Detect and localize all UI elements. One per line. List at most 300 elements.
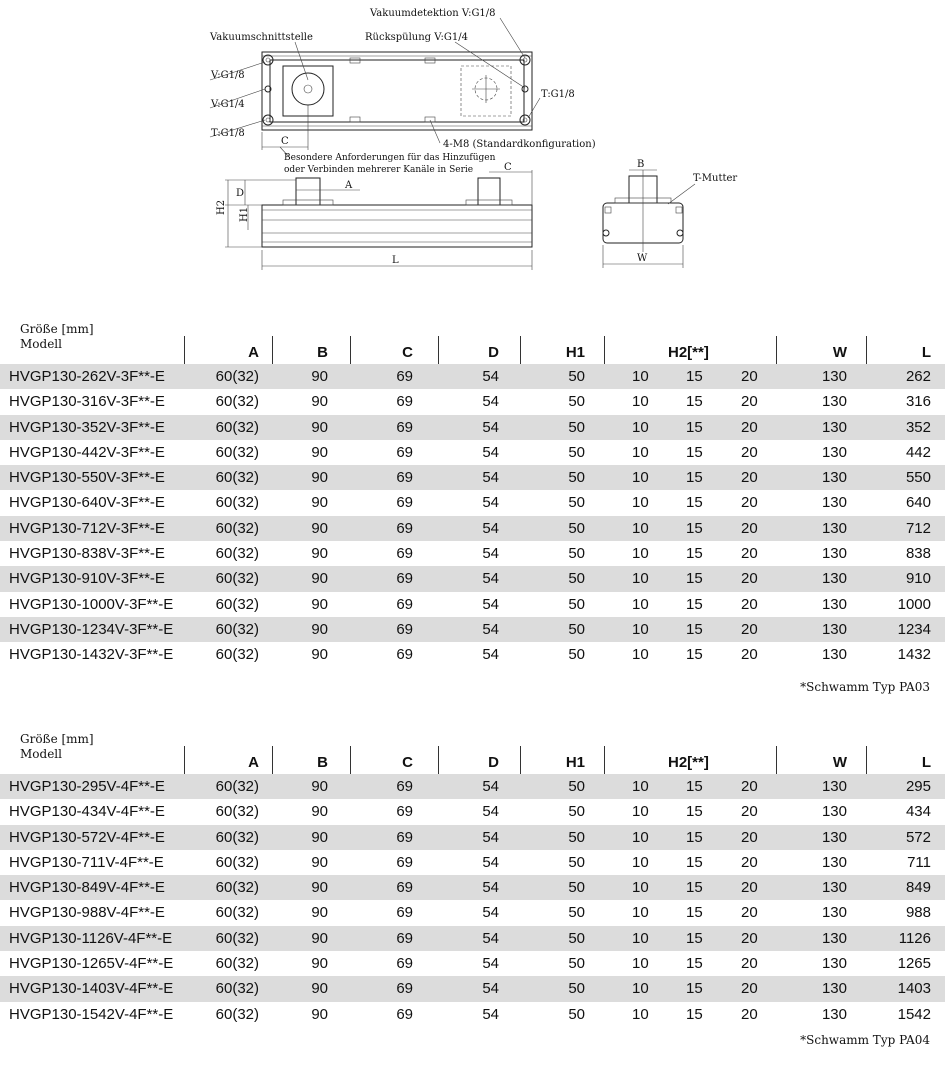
- side-view: [225, 170, 532, 270]
- cell-d: 54: [482, 828, 499, 846]
- cell-h1: 50: [568, 904, 585, 922]
- cell-b: 90: [311, 828, 328, 846]
- cell-model: HVGP130-1542V-4F**-E: [9, 1005, 174, 1023]
- label-besondere-1: Besondere Anforderungen für das Hinzufügen: [284, 153, 496, 163]
- cell-h2-b: 15: [686, 853, 703, 871]
- cell-h2-c: 20: [741, 955, 758, 973]
- cell-h2-b: 15: [686, 646, 703, 664]
- table-row: [0, 926, 945, 951]
- cell-d: 54: [482, 646, 499, 664]
- table-header: [0, 322, 945, 364]
- table-row: [0, 541, 945, 566]
- cell-l: 262: [905, 368, 931, 385]
- cell-h2-b: 15: [686, 545, 703, 563]
- cell-h2-c: 20: [741, 545, 758, 563]
- cell-c: 69: [396, 904, 413, 922]
- cell-c: 69: [396, 955, 413, 973]
- col-b: B: [317, 754, 328, 771]
- dimension-table-4f: [0, 732, 945, 1027]
- cell-c: 69: [396, 494, 413, 512]
- cell-l: 1126: [898, 929, 931, 947]
- cell-h2-c: 20: [741, 803, 758, 821]
- cell-model: HVGP130-1265V-4F**-E: [9, 955, 174, 973]
- cell-model: HVGP130-849V-4F**-E: [9, 879, 165, 897]
- cell-a: 60(32): [215, 595, 259, 613]
- label-t-g18-left: T:G1/8: [211, 128, 245, 139]
- cell-h1: 50: [568, 595, 585, 613]
- cell-d: 54: [482, 1005, 499, 1023]
- cell-b: 90: [311, 443, 328, 461]
- table-row: [0, 875, 945, 900]
- cell-w: 130: [821, 929, 847, 947]
- cell-h2-c: 20: [741, 443, 758, 461]
- cell-h2-c: 20: [741, 980, 758, 998]
- cell-h2-b: 15: [686, 443, 703, 461]
- cell-h2-b: 15: [686, 879, 703, 897]
- cell-h2-a: 10: [632, 778, 649, 795]
- cell-h2-a: 10: [632, 620, 649, 638]
- cell-model: HVGP130-352V-3F**-E: [9, 418, 165, 436]
- cell-a: 60(32): [215, 879, 259, 897]
- cell-c: 69: [396, 853, 413, 871]
- cell-model: HVGP130-1432V-3F**-E: [9, 646, 174, 664]
- label-d: D: [236, 188, 245, 199]
- cell-c: 69: [396, 393, 413, 411]
- cell-h2-a: 10: [632, 929, 649, 947]
- cell-l: 711: [907, 853, 931, 871]
- cell-h2-c: 20: [741, 828, 758, 846]
- cell-a: 60(32): [215, 778, 259, 795]
- cell-w: 130: [821, 879, 847, 897]
- cell-a: 60(32): [215, 443, 259, 461]
- cell-h1: 50: [568, 519, 585, 537]
- cell-h2-c: 20: [741, 904, 758, 922]
- cell-w: 130: [821, 620, 847, 638]
- cell-h2-c: 20: [741, 778, 758, 795]
- cell-w: 130: [821, 494, 847, 512]
- col-l: L: [921, 754, 931, 771]
- table-body: [0, 364, 945, 668]
- cell-a: 60(32): [215, 1005, 259, 1023]
- cell-b: 90: [311, 595, 328, 613]
- cell-h2-a: 10: [632, 879, 649, 897]
- cell-l: 1265: [897, 955, 931, 973]
- cell-l: 1000: [897, 595, 931, 613]
- cell-h2-a: 10: [632, 980, 649, 998]
- cell-b: 90: [311, 494, 328, 512]
- cell-h2-b: 15: [686, 393, 703, 411]
- cell-model: HVGP130-262V-3F**-E: [9, 368, 165, 385]
- col-a: A: [248, 344, 259, 361]
- col-h1: H1: [565, 754, 585, 771]
- cell-d: 54: [482, 904, 499, 922]
- cell-d: 54: [482, 620, 499, 638]
- cell-d: 54: [482, 443, 499, 461]
- cell-h2-a: 10: [632, 368, 649, 385]
- cell-a: 60(32): [215, 828, 259, 846]
- cell-d: 54: [482, 595, 499, 613]
- cell-model: HVGP130-711V-4F**-E: [9, 853, 164, 871]
- cell-c: 69: [396, 368, 413, 385]
- label-c-top: C: [281, 136, 289, 147]
- cell-h2-a: 10: [632, 469, 649, 487]
- cell-a: 60(32): [215, 955, 259, 973]
- header-size-mm: Größe [mm]: [20, 732, 94, 746]
- cell-a: 60(32): [215, 803, 259, 821]
- label-v-g18: V:G1/8: [211, 70, 245, 81]
- cell-c: 69: [396, 929, 413, 947]
- cell-b: 90: [311, 955, 328, 973]
- cell-h2-a: 10: [632, 519, 649, 537]
- col-b: B: [317, 344, 328, 361]
- cell-model: HVGP130-712V-3F**-E: [9, 519, 165, 537]
- cell-h2-b: 15: [686, 418, 703, 436]
- cell-c: 69: [396, 980, 413, 998]
- cell-b: 90: [311, 545, 328, 563]
- col-c: C: [402, 344, 413, 361]
- cell-h2-c: 20: [741, 494, 758, 512]
- cell-h2-b: 15: [686, 368, 703, 385]
- cell-h2-b: 15: [686, 1005, 703, 1023]
- cell-h2-a: 10: [632, 955, 649, 973]
- cell-h1: 50: [568, 929, 585, 947]
- cell-c: 69: [396, 1005, 413, 1023]
- cell-h2-b: 15: [686, 980, 703, 998]
- col-h2: H2[**]: [668, 344, 709, 361]
- cell-c: 69: [396, 828, 413, 846]
- cell-l: 849: [905, 879, 931, 897]
- header-size-mm: Größe [mm]: [20, 322, 94, 336]
- cell-l: 550: [905, 469, 931, 487]
- cell-a: 60(32): [215, 368, 259, 385]
- cell-h2-c: 20: [741, 469, 758, 487]
- cell-h2-c: 20: [741, 570, 758, 588]
- cell-h2-c: 20: [741, 620, 758, 638]
- cell-c: 69: [396, 519, 413, 537]
- table-row: [0, 774, 945, 799]
- table-row: [0, 389, 945, 414]
- cell-h2-b: 15: [686, 778, 703, 795]
- cell-h1: 50: [568, 368, 585, 385]
- cell-w: 130: [821, 418, 847, 436]
- cell-model: HVGP130-434V-4F**-E: [9, 803, 165, 821]
- table-row: [0, 825, 945, 850]
- cell-model: HVGP130-1234V-3F**-E: [9, 620, 174, 638]
- technical-drawing: [0, 0, 945, 290]
- cell-h2-c: 20: [741, 929, 758, 947]
- cell-d: 54: [482, 929, 499, 947]
- col-h1: H1: [565, 344, 585, 361]
- cell-h2-a: 10: [632, 418, 649, 436]
- cell-d: 54: [482, 803, 499, 821]
- cell-b: 90: [311, 879, 328, 897]
- cell-c: 69: [396, 443, 413, 461]
- cell-w: 130: [821, 443, 847, 461]
- cell-d: 54: [482, 980, 499, 998]
- cell-a: 60(32): [215, 853, 259, 871]
- label-vakuumdetektion: Vakuumdetektion V:G1/8: [370, 8, 496, 19]
- cell-h2-a: 10: [632, 545, 649, 563]
- cell-h2-c: 20: [741, 368, 758, 385]
- cell-b: 90: [311, 1005, 328, 1023]
- label-h1: H1: [239, 206, 250, 222]
- table-row: [0, 900, 945, 925]
- cell-h2-a: 10: [632, 646, 649, 664]
- label-a: A: [345, 180, 353, 191]
- cell-w: 130: [821, 778, 847, 795]
- note-pa04: *Schwamm Typ PA04: [800, 1033, 930, 1047]
- cell-d: 54: [482, 494, 499, 512]
- cell-w: 130: [821, 646, 847, 664]
- cell-w: 130: [821, 393, 847, 411]
- cell-model: HVGP130-550V-3F**-E: [9, 469, 165, 487]
- table-row: [0, 364, 945, 389]
- table-row: [0, 516, 945, 541]
- cell-h2-c: 20: [741, 418, 758, 436]
- cell-l: 988: [905, 904, 931, 922]
- cell-h1: 50: [568, 778, 585, 795]
- table-row: [0, 415, 945, 440]
- cell-d: 54: [482, 570, 499, 588]
- cell-l: 572: [905, 828, 931, 846]
- cell-l: 640: [905, 494, 931, 512]
- cell-b: 90: [311, 929, 328, 947]
- cell-h1: 50: [568, 418, 585, 436]
- cell-a: 60(32): [215, 929, 259, 947]
- cell-w: 130: [821, 828, 847, 846]
- cell-b: 90: [311, 904, 328, 922]
- cell-h1: 50: [568, 570, 585, 588]
- cell-c: 69: [396, 469, 413, 487]
- cell-a: 60(32): [215, 646, 259, 664]
- cell-h1: 50: [568, 545, 585, 563]
- table-row: [0, 566, 945, 591]
- cell-b: 90: [311, 620, 328, 638]
- cell-d: 54: [482, 955, 499, 973]
- cell-w: 130: [821, 1005, 847, 1023]
- label-t-g18-right: T:G1/8: [541, 89, 575, 100]
- cell-h1: 50: [568, 853, 585, 871]
- cell-d: 54: [482, 853, 499, 871]
- cell-w: 130: [821, 853, 847, 871]
- cell-a: 60(32): [215, 393, 259, 411]
- dimension-table-3f: [0, 322, 945, 668]
- cell-b: 90: [311, 778, 328, 795]
- col-a: A: [248, 754, 259, 771]
- cell-l: 1542: [897, 1005, 931, 1023]
- cell-c: 69: [396, 620, 413, 638]
- cell-b: 90: [311, 519, 328, 537]
- cell-l: 1403: [897, 980, 931, 998]
- cell-l: 442: [905, 443, 931, 461]
- label-rueckspuelung: Rückspülung V:G1/4: [365, 32, 468, 43]
- cell-model: HVGP130-910V-3F**-E: [9, 570, 165, 588]
- cell-h2-b: 15: [686, 570, 703, 588]
- table-row: [0, 976, 945, 1001]
- cell-h2-b: 15: [686, 469, 703, 487]
- cell-h2-a: 10: [632, 904, 649, 922]
- label-v-g14: V:G1/4: [211, 99, 245, 110]
- cell-l: 1432: [897, 646, 931, 664]
- cell-h2-a: 10: [632, 393, 649, 411]
- cell-c: 69: [396, 545, 413, 563]
- label-besondere-2: oder Verbinden mehrerer Kanäle in Serie: [284, 165, 474, 175]
- cell-l: 434: [905, 803, 931, 821]
- cell-a: 60(32): [215, 469, 259, 487]
- cell-h2-b: 15: [686, 929, 703, 947]
- cell-l: 838: [905, 545, 931, 563]
- cell-d: 54: [482, 519, 499, 537]
- cell-b: 90: [311, 393, 328, 411]
- cell-h2-c: 20: [741, 519, 758, 537]
- table-row: [0, 490, 945, 515]
- cell-c: 69: [396, 570, 413, 588]
- cell-h2-c: 20: [741, 646, 758, 664]
- cell-h1: 50: [568, 980, 585, 998]
- cell-h2-b: 15: [686, 803, 703, 821]
- col-d: D: [488, 344, 499, 361]
- cell-h1: 50: [568, 1005, 585, 1023]
- cell-h2-b: 15: [686, 620, 703, 638]
- cell-h1: 50: [568, 443, 585, 461]
- cell-h2-c: 20: [741, 853, 758, 871]
- cell-b: 90: [311, 368, 328, 385]
- cell-l: 295: [905, 778, 931, 795]
- cell-h1: 50: [568, 393, 585, 411]
- cell-model: HVGP130-1403V-4F**-E: [9, 980, 174, 998]
- label-t-mutter: T-Mutter: [693, 173, 738, 184]
- cell-b: 90: [311, 646, 328, 664]
- cell-d: 54: [482, 393, 499, 411]
- header-model: Modell: [20, 747, 62, 761]
- cell-b: 90: [311, 803, 328, 821]
- cell-l: 712: [905, 519, 931, 537]
- note-pa03: *Schwamm Typ PA03: [800, 680, 930, 694]
- cell-w: 130: [821, 904, 847, 922]
- cell-model: HVGP130-1126V-4F**-E: [9, 929, 173, 947]
- table-row: [0, 850, 945, 875]
- cell-h2-a: 10: [632, 828, 649, 846]
- cell-a: 60(32): [215, 519, 259, 537]
- cell-l: 1234: [897, 620, 931, 638]
- table-header: [0, 732, 945, 774]
- cell-l: 316: [905, 393, 931, 411]
- cell-h2-b: 15: [686, 828, 703, 846]
- label-l: L: [392, 255, 399, 266]
- table-row: [0, 951, 945, 976]
- cell-b: 90: [311, 469, 328, 487]
- cell-h1: 50: [568, 494, 585, 512]
- cell-a: 60(32): [215, 494, 259, 512]
- cell-c: 69: [396, 418, 413, 436]
- col-h2: H2[**]: [668, 754, 709, 771]
- cell-b: 90: [311, 570, 328, 588]
- cell-l: 910: [905, 570, 931, 588]
- cell-h1: 50: [568, 828, 585, 846]
- cell-h2-c: 20: [741, 1005, 758, 1023]
- cell-l: 352: [905, 418, 931, 436]
- cell-model: HVGP130-838V-3F**-E: [9, 545, 165, 563]
- cell-d: 54: [482, 418, 499, 436]
- cell-h2-b: 15: [686, 595, 703, 613]
- cell-h1: 50: [568, 620, 585, 638]
- cell-h1: 50: [568, 955, 585, 973]
- cell-w: 130: [821, 803, 847, 821]
- cell-h2-b: 15: [686, 955, 703, 973]
- cell-model: HVGP130-640V-3F**-E: [9, 494, 165, 512]
- table-row: [0, 440, 945, 465]
- cell-w: 130: [821, 469, 847, 487]
- cell-h2-a: 10: [632, 595, 649, 613]
- cell-c: 69: [396, 803, 413, 821]
- cell-h2-c: 20: [741, 393, 758, 411]
- cell-model: HVGP130-988V-4F**-E: [9, 904, 165, 922]
- cell-a: 60(32): [215, 545, 259, 563]
- table-body: [0, 774, 945, 1027]
- cell-w: 130: [821, 368, 847, 385]
- cell-b: 90: [311, 853, 328, 871]
- label-b: B: [637, 159, 645, 170]
- cell-model: HVGP130-316V-3F**-E: [9, 393, 165, 411]
- col-w: W: [832, 754, 847, 771]
- cell-h2-a: 10: [632, 1005, 649, 1023]
- table-row: [0, 1002, 945, 1027]
- cell-w: 130: [821, 545, 847, 563]
- cell-h1: 50: [568, 879, 585, 897]
- end-view: [603, 170, 695, 268]
- cell-a: 60(32): [215, 620, 259, 638]
- label-c-side: C: [504, 162, 512, 173]
- label-h2: H2: [216, 199, 227, 215]
- cell-a: 60(32): [215, 904, 259, 922]
- cell-h1: 50: [568, 803, 585, 821]
- table-row: [0, 617, 945, 642]
- cell-w: 130: [821, 519, 847, 537]
- col-d: D: [488, 754, 499, 771]
- cell-d: 54: [482, 545, 499, 563]
- cell-model: HVGP130-295V-4F**-E: [9, 778, 165, 795]
- cell-model: HVGP130-1000V-3F**-E: [9, 595, 174, 613]
- cell-c: 69: [396, 646, 413, 664]
- label-w: W: [637, 253, 648, 264]
- cell-c: 69: [396, 879, 413, 897]
- cell-h2-a: 10: [632, 853, 649, 871]
- label-m8: 4-M8 (Standardkonfiguration): [443, 139, 596, 150]
- table-row: [0, 799, 945, 824]
- cell-c: 69: [396, 778, 413, 795]
- cell-d: 54: [482, 368, 499, 385]
- cell-w: 130: [821, 980, 847, 998]
- col-w: W: [832, 344, 847, 361]
- cell-model: HVGP130-572V-4F**-E: [9, 828, 165, 846]
- col-c: C: [402, 754, 413, 771]
- cell-h1: 50: [568, 469, 585, 487]
- table-row: [0, 465, 945, 490]
- table-row: [0, 592, 945, 617]
- table-row: [0, 642, 945, 667]
- cell-d: 54: [482, 778, 499, 795]
- cell-d: 54: [482, 469, 499, 487]
- cell-h2-b: 15: [686, 519, 703, 537]
- cell-h2-b: 15: [686, 904, 703, 922]
- cell-h2-a: 10: [632, 494, 649, 512]
- cell-d: 54: [482, 879, 499, 897]
- col-l: L: [921, 344, 931, 361]
- cell-b: 90: [311, 980, 328, 998]
- label-vakuumschnittstelle: Vakuumschnittstelle: [210, 32, 313, 43]
- cell-h2-c: 20: [741, 879, 758, 897]
- cell-w: 130: [821, 595, 847, 613]
